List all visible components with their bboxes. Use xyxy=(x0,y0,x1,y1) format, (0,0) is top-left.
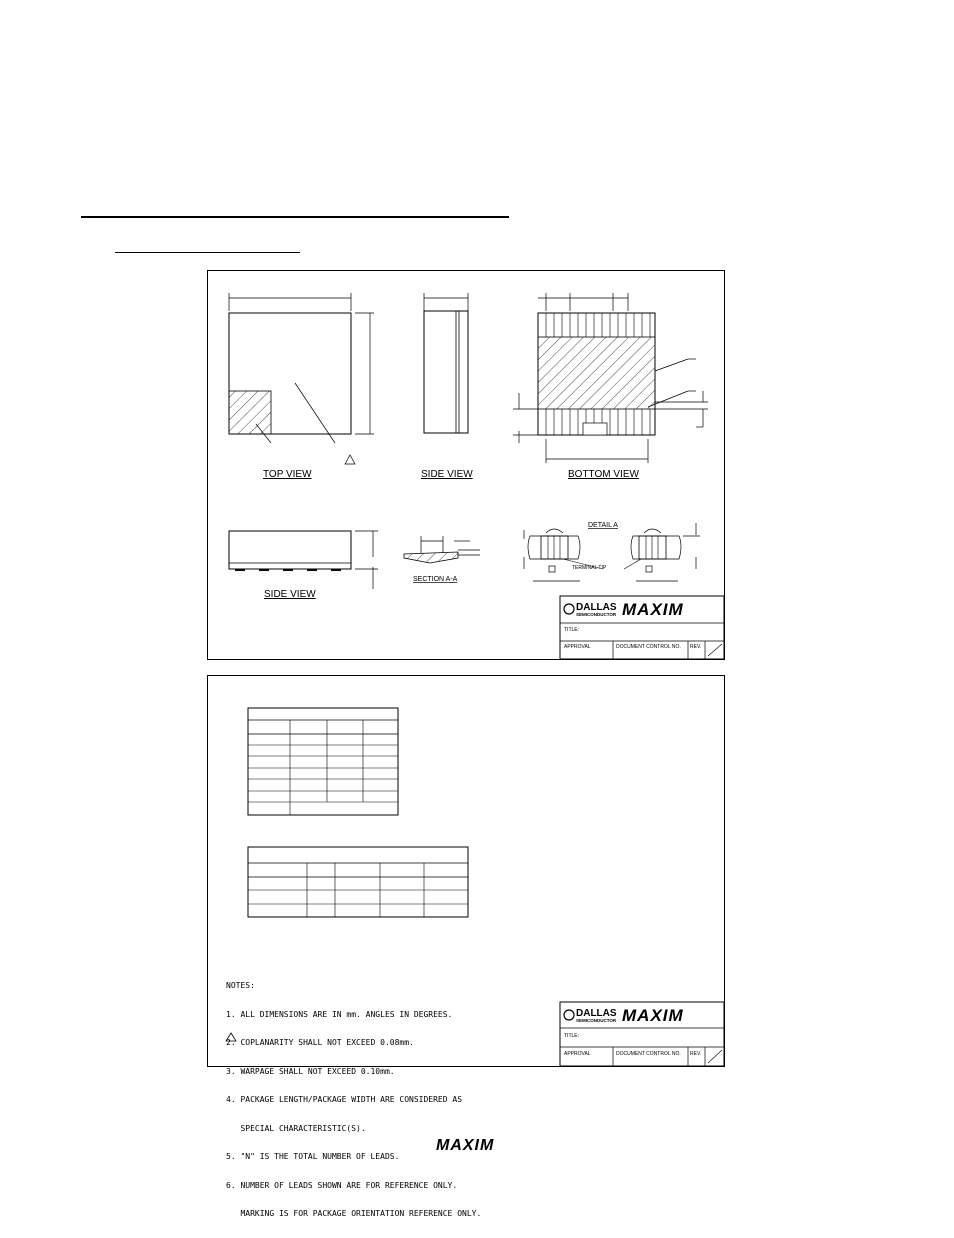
notes-block xyxy=(226,962,481,1238)
note-1: 1. ALL DIMENSIONS ARE IN mm. ANGLES IN DEGREES. xyxy=(226,1009,453,1019)
approval-field-label: APPROVAL xyxy=(564,644,591,650)
rev-field-label: REV. xyxy=(690,1051,702,1057)
top-view xyxy=(229,293,374,464)
title-field-label: TITLE: xyxy=(564,627,580,633)
dallas-logo-icon xyxy=(564,1010,574,1020)
maxim-logo-text: MAXIM xyxy=(622,1006,684,1025)
section-a-a xyxy=(404,536,480,563)
dallas-brand-sub: SEMICONDUCTOR xyxy=(576,1018,617,1023)
note-4: 4. PACKAGE LENGTH/PACKAGE WIDTH ARE CONSIDERED AS xyxy=(226,1095,463,1104)
header-rule-short xyxy=(115,252,300,253)
footer-brand-text: MAXIM xyxy=(436,1137,495,1154)
detail-a xyxy=(524,523,700,581)
dallas-brand-text: DALLAS xyxy=(576,1008,617,1019)
drawing-sheet-1 xyxy=(207,270,725,660)
note-6: 6. NUMBER OF LEADS SHOWN ARE FOR REFERENCE ONLY. xyxy=(226,1180,458,1190)
drawing-sheet-2 xyxy=(207,675,725,1218)
dimension-table-2 xyxy=(248,847,468,917)
detail-label: DETAIL A xyxy=(588,522,618,529)
header-rule-long xyxy=(81,216,509,218)
approval-field-label: APPROVAL xyxy=(564,1051,591,1057)
notes-heading: NOTES: xyxy=(226,981,255,990)
note-2: 2. COPLANARITY SHALL NOT EXCEED 0.08mm. xyxy=(226,1038,414,1047)
title-block-1 xyxy=(560,596,724,659)
side-view-2-label: SIDE VIEW xyxy=(264,589,316,600)
doc-control-field-label: DOCUMENT CONTROL NO. xyxy=(616,1051,681,1057)
note-4-cont: SPECIAL CHARACTERISTIC(S). xyxy=(226,1123,366,1133)
side-view-1 xyxy=(424,293,468,433)
dallas-logo-icon xyxy=(564,604,574,614)
bottom-view-label: BOTTOM VIEW xyxy=(568,469,639,480)
side-view-2 xyxy=(229,531,378,589)
terminal-tip-label: TERMINAL TIP xyxy=(572,565,607,571)
note-5: 5. "N" IS THE TOTAL NUMBER OF LEADS. xyxy=(226,1152,400,1161)
dimension-table-1 xyxy=(248,708,398,815)
dallas-brand-sub: SEMICONDUCTOR xyxy=(576,612,617,617)
bottom-view xyxy=(513,293,708,463)
side-view-1-label: SIDE VIEW xyxy=(421,469,473,480)
marking-triangle-icon xyxy=(345,455,355,464)
dallas-brand-text: DALLAS xyxy=(576,602,617,613)
doc-control-field-label: DOCUMENT CONTROL NO. xyxy=(616,644,681,650)
note-3: 3. WARPAGE SHALL NOT EXCEED 0.10mm. xyxy=(226,1066,395,1076)
maxim-logo-text: MAXIM xyxy=(622,600,684,619)
title-block-2 xyxy=(560,1002,724,1066)
rev-field-label: REV. xyxy=(690,644,702,650)
note-7: MARKING IS FOR PACKAGE ORIENTATION REFERENCE ONLY. xyxy=(226,1209,482,1218)
top-view-label: TOP VIEW xyxy=(263,469,312,480)
package-outline-drawing xyxy=(208,271,724,659)
footer-maxim-logo xyxy=(436,1137,494,1155)
section-label: SECTION A-A xyxy=(413,576,458,583)
title-field-label: TITLE: xyxy=(564,1033,580,1039)
